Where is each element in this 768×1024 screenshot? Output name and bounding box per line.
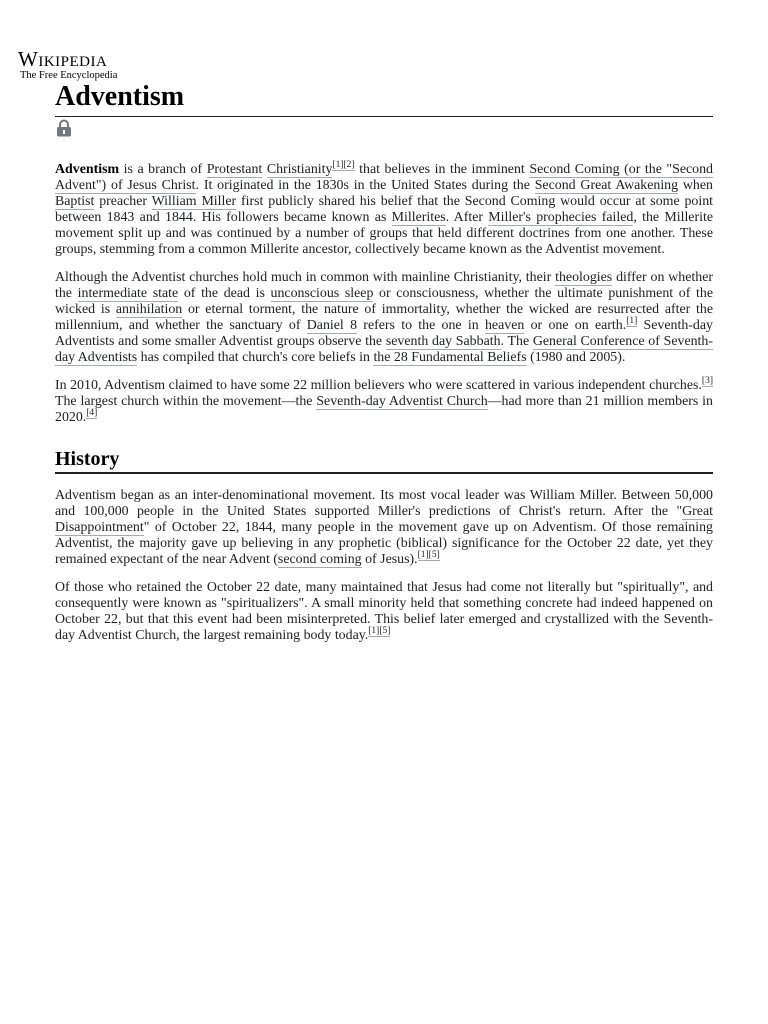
text: —had more than 21 million members in 2020. — [55, 394, 713, 425]
link-protestant[interactable]: Protestant — [206, 162, 263, 177]
text: or one on earth. — [524, 318, 627, 333]
text: . It originated in the 1830s in the United States during the — [195, 178, 535, 193]
text: The largest church within the movement—the — [55, 394, 317, 409]
logo-tagline: The Free Encyclopedia — [20, 70, 118, 81]
link-seventh-day-sabbath[interactable]: seventh day Sabbath — [385, 334, 501, 349]
link-christianity[interactable]: Christianity — [266, 162, 333, 177]
paragraph-intro — [55, 162, 713, 258]
text: that believes in the imminent — [354, 162, 530, 177]
link-william-miller[interactable]: William Miller — [151, 194, 237, 209]
link-intermediate-state[interactable]: intermediate state — [77, 286, 179, 301]
logo-wordmark: Wikipedia — [18, 47, 108, 71]
link-second-coming-2[interactable]: second coming — [277, 552, 362, 567]
link-daniel-8[interactable]: Daniel 8 — [306, 318, 358, 333]
text: . The — [500, 334, 533, 349]
citation-ref[interactable]: [1][5] — [368, 626, 391, 637]
padlock-icon[interactable] — [56, 119, 72, 137]
text: Seventh-day Adventists and some smaller Adventist groups observe the — [55, 318, 713, 349]
text: when — [678, 178, 713, 193]
link-general-conference[interactable]: General Conference of Seventh-day Adventists — [55, 334, 713, 365]
paragraph-history-2 — [55, 580, 713, 644]
text: or consciousness, whether the ultimate punishment of the wicked is — [55, 286, 713, 317]
text: " of October 22, 1844, many people in the movement gave up on Adventism. Of those remaining Adventist, the majority gave up believing in any prophetic (biblical) significance for the October 22 date, yet they remained expectant of the near Advent ( — [55, 520, 713, 567]
text: refers to the one in — [357, 318, 485, 333]
text: (1980 and 2005). — [526, 350, 626, 365]
text: , the Millerite movement split up and was continued by a number of groups that held different doctrines from one another. These groups, stemming from a common Millerite ancestor, collectively became known as the Adventist movement. — [55, 210, 713, 257]
link-unconscious-sleep[interactable]: unconscious sleep — [270, 286, 374, 301]
link-28-fundamental-beliefs[interactable]: the 28 Fundamental Beliefs — [373, 350, 527, 365]
citation-ref[interactable]: [4] — [86, 408, 98, 419]
bold-term: Adventism — [55, 162, 120, 177]
text: preacher — [94, 194, 152, 209]
paragraph-history-1 — [55, 488, 713, 568]
text: differ on whether the — [55, 270, 713, 301]
text: In 2010, Adventism claimed to have some 22 million believers who were scattered in various independent churches. — [55, 378, 702, 393]
link-millerites[interactable]: Millerites — [391, 210, 446, 225]
link-second-coming[interactable]: Second Coming (or the "Second Advent") of Jesus Christ — [55, 162, 713, 193]
text: has compiled that church's core beliefs in — [137, 350, 374, 365]
text: Adventism began as an inter-denominational movement. Its most vocal leader was William Miller. Between 50,000 and 100,000 people in the United States supported Miller's predictions of Christ's return. After the " — [55, 488, 713, 519]
article-body — [55, 162, 713, 656]
paragraph-beliefs — [55, 270, 713, 366]
text: first publicly shared his belief that the Second Coming would occur at some point between 1843 and 1844. His followers became known as — [55, 194, 714, 225]
text: is a branch of — [119, 162, 207, 177]
link-seventh-day-adventist-church[interactable]: Seventh-day Adventist Church — [316, 394, 488, 409]
section-heading-history: History — [55, 446, 713, 474]
citation-ref[interactable]: [1] — [626, 316, 638, 327]
citation-ref[interactable]: [1][5] — [417, 550, 440, 561]
link-theologies[interactable]: theologies — [555, 270, 613, 285]
citation-ref[interactable]: [1][2] — [332, 160, 355, 171]
text: Although the Adventist churches hold much in common with mainline Christianity, their — [55, 270, 556, 285]
text: of Jesus). — [361, 552, 418, 567]
link-baptist[interactable]: Baptist — [55, 194, 95, 209]
link-annihilation[interactable]: annihilation — [115, 302, 183, 317]
citation-ref[interactable]: [3] — [701, 376, 713, 387]
paragraph-membership — [55, 378, 713, 426]
link-heaven[interactable]: heaven — [484, 318, 525, 333]
link-second-great-awakening[interactable]: Second Great Awakening — [534, 178, 679, 193]
text: . After — [445, 210, 489, 225]
text: Of those who retained the October 22 date, many maintained that Jesus had come not literally but "spiritually", and consequently were known as "spiritualizers". A small minority held that something concrete had indeed happened on October 22, but that this event had been misinterpreted. This belief later emerged and crystallized with the Seventh-day Adventist Church, the largest remaining body today. — [55, 580, 713, 643]
page-title: Adventism — [55, 78, 713, 117]
text: of the dead is — [178, 286, 271, 301]
text: or eternal torment, the nature of immortality, whether the wicked are resurrected after the millennium, and whether the sanctuary of — [55, 302, 713, 333]
link-millers-prophecies[interactable]: Miller's prophecies failed — [488, 210, 634, 225]
link-great-disappointment[interactable]: Great Disappointment — [55, 504, 713, 535]
